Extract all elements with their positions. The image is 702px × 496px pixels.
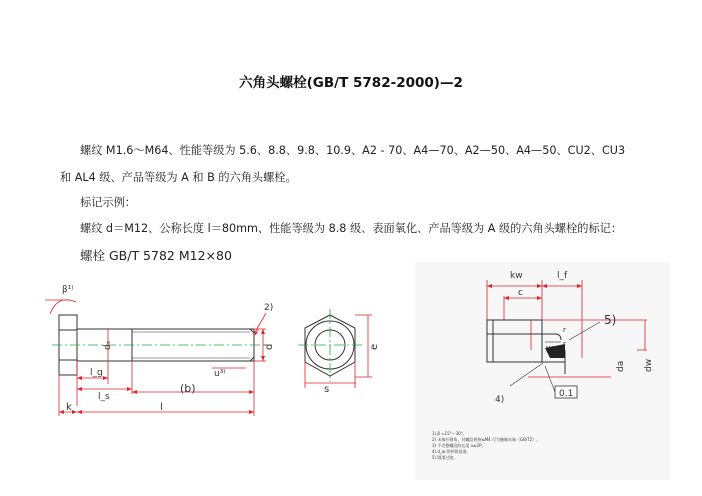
label-note5: 5): [604, 313, 617, 327]
label-beta: β¹⁾: [62, 285, 74, 295]
example-heading: 标记示例：: [80, 196, 136, 209]
label-dw: dw: [644, 358, 654, 372]
footnote-1: 1) β =15°～30°。: [432, 431, 467, 436]
paragraph-scope-line1: 螺纹 M1.6～M64、性能等级为 5.6、8.8、9.8、10.9、A2 - 70、A4—70、A2—50、A4—50、CU2、CU3: [80, 144, 626, 157]
label-note2: 2): [264, 303, 274, 313]
label-k: k: [66, 402, 72, 413]
label-note4: 4): [495, 395, 505, 405]
label-kw: kw: [510, 271, 523, 281]
label-lf: l_f: [557, 271, 568, 281]
label-da: da: [616, 360, 626, 372]
bolt-drawing: [40, 266, 390, 426]
label-r-upper: r: [563, 326, 566, 334]
example-description: 螺纹 d＝M12、公称长度 l＝80mm、性能等级为 8.8 级、表面氧化、产品等级为 A 级的六角头螺栓的标记：: [80, 222, 623, 235]
footnote-3: 3) 不完整螺纹的长度 u≤2P。: [432, 443, 486, 448]
label-b: (b): [180, 382, 196, 395]
label-c: c: [518, 288, 523, 298]
label-ds: dₛ: [103, 340, 113, 350]
example-marking: 螺栓 GB/T 5782 M12×80: [80, 248, 232, 263]
label-s: s: [324, 384, 330, 395]
label-u: u³⁾: [214, 369, 226, 379]
footnote-5: 5) 圆滑过渡。: [432, 455, 458, 460]
footnote-4: 4) d_w 的仲裁基准。: [432, 449, 471, 454]
label-e: e: [369, 343, 380, 350]
label-tolerance: 0.1: [559, 389, 574, 399]
footnote-2: 2) 末端应倒角，对螺纹规格≤M4 可为辗制末端（GB/T2）。: [432, 437, 541, 442]
paragraph-scope-line2: 和 AL4 级、产品等级为 A 和 B 的六角头螺栓。: [60, 171, 297, 184]
label-d: d: [264, 343, 275, 350]
label-l: l: [160, 402, 163, 413]
document-title: 六角头螺栓(GB/T 5782-2000)—2: [239, 75, 463, 91]
label-r-lower: r: [563, 340, 566, 348]
label-lg: l_g: [90, 368, 103, 378]
label-ls: l_s: [98, 392, 110, 402]
